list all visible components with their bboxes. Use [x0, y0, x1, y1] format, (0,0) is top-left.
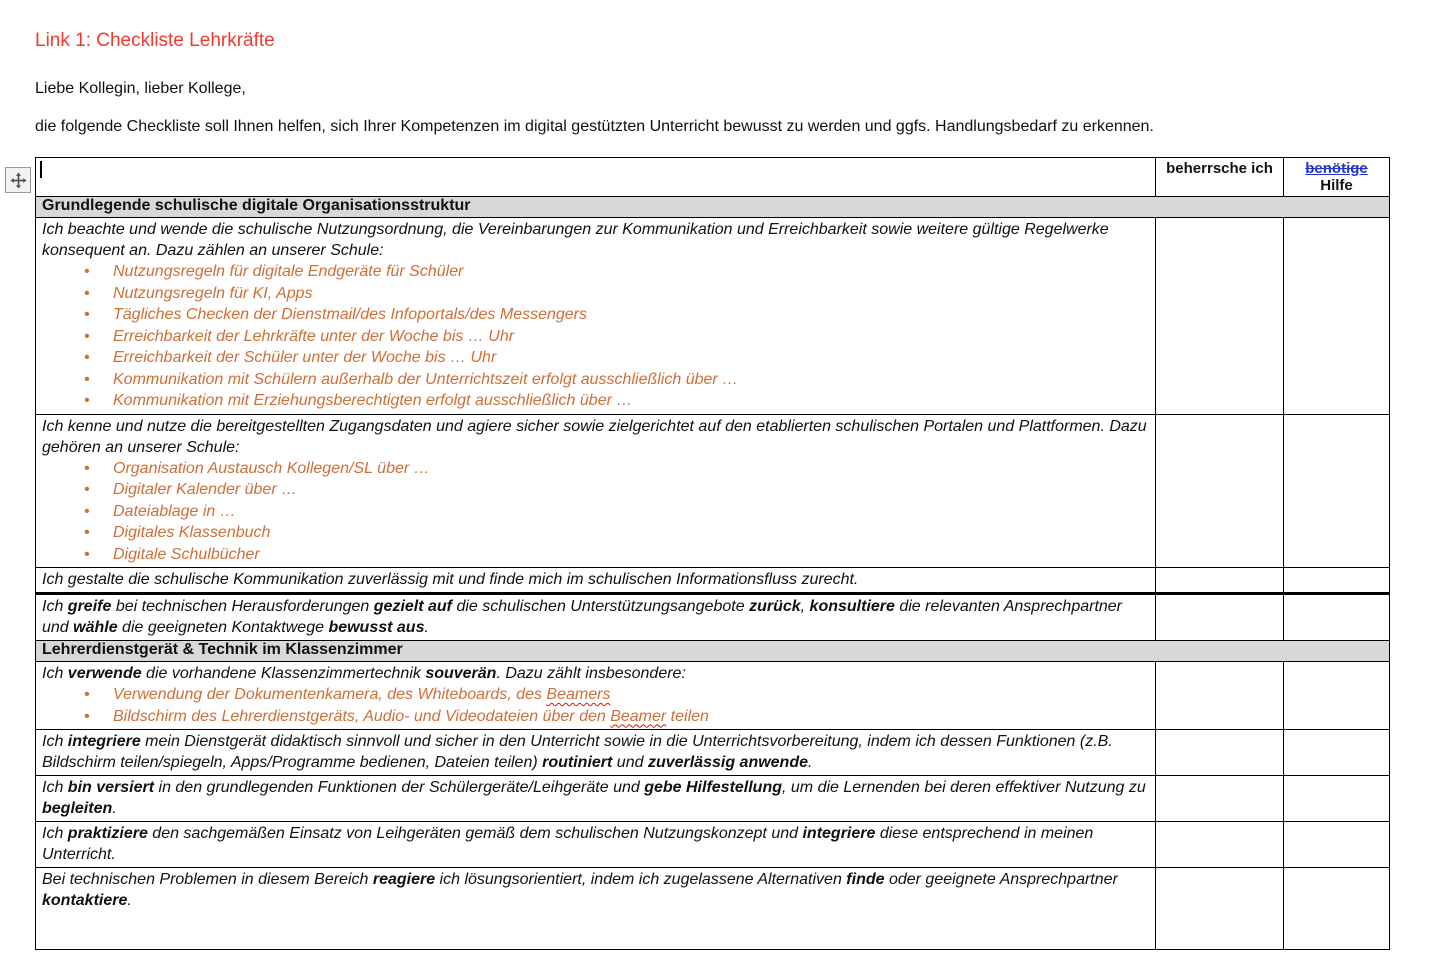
- empty-header-cell[interactable]: [36, 158, 1156, 197]
- beherrsche-answer-cell[interactable]: [1156, 868, 1284, 950]
- statement-cell: [36, 414, 1156, 568]
- hilfe-answer-cell[interactable]: [1284, 868, 1390, 950]
- bullet-item: [84, 369, 1147, 391]
- text-run: Bildschirm des Lehrerdienstgeräts, Audio- und Videodateien über den: [113, 707, 611, 725]
- text-run: wähle: [73, 619, 118, 636]
- bullet-item: [84, 326, 1147, 348]
- text-run: Ich: [42, 598, 68, 615]
- text-run: Ich kenne und nutze die bereitgestellten Zugangsdaten und agiere sicher sowie zielgerichtet auf den etablierten schulischen Portalen und Plattformen. Dazu gehören an unserer Schule:: [42, 417, 1147, 456]
- text-run: Ich beachte und wende die schulische Nutzungsordnung, die Vereinbarungen zur Kommunikation und Erreichbarkeit sowie weitere gültige Regelwerke konsequent an. Dazu zählen an unserer Schule:: [42, 221, 1109, 259]
- section-header-row: [36, 197, 1390, 218]
- text-run: bin versiert: [67, 779, 155, 796]
- text-run: , um die Lernenden bei deren effektiver Nutzung zu: [782, 779, 1146, 796]
- section-title: Grundlegende schulische digitale Organisationsstruktur: [36, 197, 1390, 218]
- hilfe-answer-cell[interactable]: [1284, 568, 1390, 594]
- bullet-list: [42, 261, 1147, 412]
- text-run: und: [612, 754, 648, 771]
- beherrsche-answer-cell[interactable]: [1156, 218, 1284, 415]
- bullet-item: [84, 684, 1147, 706]
- bullet-list: [42, 684, 1147, 727]
- text-run: .: [808, 754, 813, 771]
- checklist-body: [36, 197, 1390, 950]
- bullet-item: [84, 390, 1147, 412]
- beherrsche-answer-cell[interactable]: [1156, 730, 1284, 776]
- text-run: bei technischen Herausforderungen: [111, 598, 374, 615]
- hilfe-answer-cell[interactable]: [1284, 218, 1390, 415]
- statement-text: [42, 777, 1147, 819]
- checklist-table: [35, 157, 1390, 950]
- statement-cell: [36, 594, 1156, 641]
- text-run: .: [127, 892, 132, 909]
- statement-cell: [36, 776, 1156, 822]
- text-run: Erreichbarkeit der Lehrkräfte unter der Woche bis … Uhr: [113, 327, 515, 345]
- text-run: die schulischen Unterstützungsangebote: [452, 598, 750, 615]
- text-run: routiniert: [542, 754, 613, 771]
- checklist-row: [36, 594, 1390, 641]
- text-run: Digitaler Kalender über …: [113, 481, 298, 498]
- text-run: Tägliches Checken der Dienstmail/des Infoportals/des Messengers: [113, 306, 588, 323]
- hilfe-answer-cell[interactable]: [1284, 594, 1390, 641]
- bullet-item: [84, 283, 1147, 305]
- beherrsche-answer-cell[interactable]: [1156, 822, 1284, 868]
- bullet-item: [84, 479, 1147, 501]
- text-run: Kommunikation mit Schülern außerhalb der Unterrichtszeit erfolgt ausschließlich über …: [113, 370, 739, 388]
- page-title: Link 1: Checkliste Lehrkräfte: [35, 30, 275, 51]
- text-run: finde: [846, 871, 885, 888]
- text-run: zuverlässig anwende: [647, 754, 808, 771]
- text-run: gebe Hilfestellung: [644, 779, 782, 796]
- text-run: . Dazu zählt insbesondere:: [496, 665, 686, 682]
- text-run: bewusst aus: [328, 619, 425, 636]
- text-run: Verwendung der Dokumentenkamera, des Whiteboards, des: [113, 686, 547, 703]
- text-run: Erreichbarkeit der Schüler unter der Woche bis … Uhr: [113, 349, 497, 366]
- hilfe-answer-cell[interactable]: [1284, 822, 1390, 868]
- text-run: die vorhandene Klassenzimmertechnik: [141, 665, 426, 682]
- text-run: Kommunikation mit Erziehungsberechtigten erfolgt ausschließlich über …: [113, 392, 633, 409]
- bullet-item: [84, 347, 1147, 369]
- beherrsche-answer-cell[interactable]: [1156, 776, 1284, 822]
- text-run: gezielt auf: [373, 598, 452, 615]
- text-run: reagiere: [372, 871, 436, 888]
- text-run: .: [424, 619, 429, 636]
- text-run: Dateiablage in …: [113, 502, 236, 520]
- text-run: ,: [800, 598, 810, 615]
- text-run: Bei technischen Problemen in diesem Bereich: [42, 871, 373, 888]
- col-header-hilfe: benötige Hilfe: [1284, 158, 1390, 197]
- checklist-row: [36, 414, 1390, 568]
- text-cursor: [40, 161, 42, 178]
- hilfe-answer-cell[interactable]: [1284, 662, 1390, 730]
- beherrsche-answer-cell[interactable]: [1156, 662, 1284, 730]
- bullet-item: [84, 458, 1147, 480]
- statement-cell: [36, 218, 1156, 415]
- beherrsche-answer-cell[interactable]: [1156, 594, 1284, 641]
- bullet-item: [84, 544, 1147, 566]
- hilfe-answer-cell[interactable]: [1284, 414, 1390, 568]
- bullet-item: [84, 261, 1147, 283]
- text-run: zurück: [749, 598, 801, 615]
- statement-cell: [36, 730, 1156, 776]
- table-move-handle[interactable]: [5, 167, 31, 193]
- section-title: Lehrerdienstgerät & Technik im Klassenzimmer: [36, 641, 1390, 662]
- misspelled-word: Beamer: [610, 707, 667, 725]
- text-run: souverän: [425, 665, 497, 682]
- text-run: Ich gestalte die schulische Kommunikation zuverlässig mit und finde mich im schulischen Informationsfluss zurecht.: [42, 571, 859, 588]
- bullet-item: [84, 304, 1147, 326]
- text-run: Digitales Klassenbuch: [113, 524, 271, 541]
- statement-text: [42, 569, 1147, 590]
- bullet-list: [42, 458, 1147, 566]
- text-run: die relevanten Ansprechpartner und: [42, 598, 1123, 636]
- text-run: verwende: [67, 665, 142, 682]
- text-run: diese entsprechend in meinen Unterricht.: [42, 825, 1094, 863]
- hilfe-answer-cell[interactable]: [1284, 776, 1390, 822]
- statement-text: [42, 823, 1147, 865]
- bullet-item: [84, 501, 1147, 523]
- text-run: begleiten: [42, 800, 113, 817]
- beherrsche-answer-cell[interactable]: [1156, 414, 1284, 568]
- bullet-item: [84, 522, 1147, 544]
- text-run: .: [112, 800, 117, 817]
- statement-text: [42, 869, 1147, 911]
- text-run: Nutzungsregeln für KI, Apps: [113, 284, 313, 302]
- checklist-row: [36, 568, 1390, 594]
- text-run: greife: [67, 598, 112, 615]
- statement-cell: [36, 662, 1156, 730]
- text-run: Nutzungsregeln für digitale Endgeräte für Schüler: [113, 263, 464, 280]
- beherrsche-answer-cell[interactable]: [1156, 568, 1284, 594]
- text-run: Ich: [42, 779, 68, 796]
- text-run: konsultiere: [809, 598, 895, 615]
- text-run: Organisation Austausch Kollegen/SL über …: [113, 459, 430, 477]
- text-run: in den grundlegenden Funktionen der Schülergeräte/Leihgeräte und: [154, 779, 645, 796]
- statement-text: [42, 596, 1147, 638]
- text-run: ich lösungsorientiert, indem ich zugelassene Alternativen: [435, 871, 847, 888]
- tracked-change-deleted-word: benötige: [1305, 160, 1368, 177]
- text-run: Ich: [42, 733, 68, 750]
- text-run: praktiziere: [67, 825, 148, 842]
- text-run: integriere: [802, 825, 876, 842]
- bullet-item: [84, 706, 1147, 728]
- checklist-row: [36, 218, 1390, 415]
- text-run: Ich: [42, 665, 68, 682]
- checklist-row: [36, 776, 1390, 822]
- intro-paragraph: die folgende Checkliste soll Ihnen helfen, sich Ihrer Kompetenzen im digital gestützten Unterricht bewusst zu werden und ggfs. Handlungsbedarf zu erkennen.: [35, 118, 1154, 135]
- statement-text: [42, 219, 1147, 261]
- statement-text: [42, 663, 1147, 684]
- text-run: oder geeignete Ansprechpartner: [884, 871, 1118, 888]
- table-header-row: [36, 158, 1390, 197]
- checklist-row: [36, 822, 1390, 868]
- section-header-row: [36, 641, 1390, 662]
- statement-cell: [36, 822, 1156, 868]
- text-run: integriere: [67, 733, 141, 750]
- text-run: Ich: [42, 825, 68, 842]
- checklist-row: [36, 662, 1390, 730]
- text-run: teilen: [666, 707, 709, 725]
- hilfe-answer-cell[interactable]: [1284, 730, 1390, 776]
- document-page: [0, 30, 1440, 972]
- text-run: die geeigneten Kontaktwege: [117, 619, 329, 636]
- checklist-row: [36, 730, 1390, 776]
- text-run: den sachgemäßen Einsatz von Leihgeräten gemäß dem schulischen Nutzungskonzept und: [147, 825, 803, 842]
- text-run: kontaktiere: [42, 892, 128, 909]
- statement-text: [42, 731, 1147, 773]
- statement-cell: [36, 868, 1156, 950]
- text-run: mein Dienstgerät didaktisch sinnvoll und sicher in den Unterricht sowie in die Unterrichtsvorbereitung, indem ich dessen Funktionen (z.B. Bildschirm teilen/spiegeln, Apps/Programme bedienen, Dateien teilen): [42, 733, 1113, 771]
- statement-cell: [36, 568, 1156, 594]
- checklist-row: [36, 868, 1390, 950]
- misspelled-word: Beamers: [546, 686, 611, 703]
- move-icon: [10, 172, 27, 189]
- col-header-beherrsche: beherrsche ich: [1156, 158, 1284, 197]
- statement-text: [42, 416, 1147, 458]
- text-run: Digitale Schulbücher: [113, 545, 260, 563]
- greeting-paragraph: Liebe Kollegin, lieber Kollege,: [35, 80, 246, 97]
